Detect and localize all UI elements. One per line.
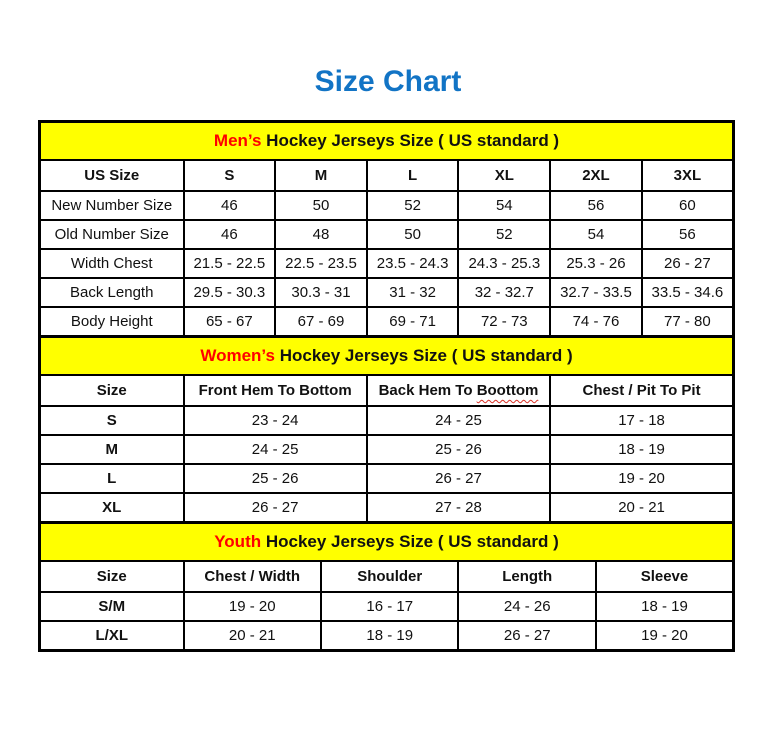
mens-column-header: L <box>367 160 459 191</box>
mens-row-label: Body Height <box>40 307 184 337</box>
womens-column-header <box>367 375 550 406</box>
womens-band-row <box>40 337 734 376</box>
mens-column-header: M <box>275 160 367 191</box>
mens-size-value-cell: 24.3 - 25.3 <box>458 249 550 278</box>
mens-size-value-cell: 29.5 - 30.3 <box>184 278 276 307</box>
youth-data-row <box>40 592 734 621</box>
youth-size-value-cell: 19 - 20 <box>596 621 734 651</box>
band-rest-text: Hockey Jerseys Size ( US standard ) <box>261 532 559 551</box>
womens-size-value-cell: 27 - 28 <box>367 493 550 523</box>
youth-header-row <box>40 561 734 592</box>
mens-size-value-cell: 74 - 76 <box>550 307 642 337</box>
youth-size-value-cell: 24 - 26 <box>458 592 595 621</box>
mens-size-value-cell: 26 - 27 <box>642 249 734 278</box>
mens-size-value-cell: 69 - 71 <box>367 307 459 337</box>
womens-row-label: S <box>40 406 184 435</box>
womens-data-row <box>40 464 734 493</box>
mens-size-value-cell: 25.3 - 26 <box>550 249 642 278</box>
youth-band-row <box>40 523 734 562</box>
womens-size-value-cell: 25 - 26 <box>184 464 367 493</box>
youth-column-header: Length <box>458 561 595 592</box>
youth-column-header: Shoulder <box>321 561 458 592</box>
mens-row-label: Back Length <box>40 278 184 307</box>
youth-band-title <box>40 523 734 562</box>
mens-size-value-cell: 32.7 - 33.5 <box>550 278 642 307</box>
mens-size-value-cell: 65 - 67 <box>184 307 276 337</box>
mens-size-value-cell: 67 - 69 <box>275 307 367 337</box>
page-title: Size Chart <box>314 65 462 98</box>
mens-size-value-cell: 30.3 - 31 <box>275 278 367 307</box>
mens-size-value-cell: 21.5 - 22.5 <box>184 249 276 278</box>
mens-column-header: S <box>184 160 276 191</box>
youth-row-label: L/XL <box>40 621 184 651</box>
youth-column-header: Chest / Width <box>184 561 321 592</box>
mens-row-label: New Number Size <box>40 191 184 220</box>
mens-size-value-cell: 54 <box>458 191 550 220</box>
mens-size-value-cell: 23.5 - 24.3 <box>367 249 459 278</box>
mens-data-row <box>40 249 734 278</box>
mens-band-row <box>40 122 734 161</box>
mens-column-header: 2XL <box>550 160 642 191</box>
youth-size-value-cell: 20 - 21 <box>184 621 321 651</box>
mens-size-value-cell: 60 <box>642 191 734 220</box>
mens-size-value-cell: 52 <box>458 220 550 249</box>
mens-column-header: XL <box>458 160 550 191</box>
size-chart-body <box>40 122 734 651</box>
youth-data-row <box>40 621 734 651</box>
mens-row-label: Old Number Size <box>40 220 184 249</box>
womens-row-label: M <box>40 435 184 464</box>
youth-size-value-cell: 26 - 27 <box>458 621 595 651</box>
band-highlight-text: Women’s <box>200 346 275 365</box>
womens-column-header: Chest / Pit To Pit <box>550 375 733 406</box>
column-header-text: Back Hem To <box>378 382 477 399</box>
womens-data-row <box>40 493 734 523</box>
mens-size-value-cell: 31 - 32 <box>367 278 459 307</box>
womens-data-row <box>40 406 734 435</box>
size-chart-table <box>38 120 735 652</box>
mens-size-value-cell: 50 <box>367 220 459 249</box>
youth-row-label: S/M <box>40 592 184 621</box>
mens-data-row <box>40 191 734 220</box>
womens-row-label: L <box>40 464 184 493</box>
womens-size-value-cell: 20 - 21 <box>550 493 733 523</box>
womens-size-value-cell: 25 - 26 <box>367 435 550 464</box>
mens-size-value-cell: 50 <box>275 191 367 220</box>
womens-size-value-cell: 26 - 27 <box>367 464 550 493</box>
womens-row-label: XL <box>40 493 184 523</box>
womens-size-value-cell: 24 - 25 <box>367 406 550 435</box>
womens-size-value-cell: 23 - 24 <box>184 406 367 435</box>
mens-row-label-header: US Size <box>40 160 184 191</box>
mens-size-value-cell: 33.5 - 34.6 <box>642 278 734 307</box>
youth-size-value-cell: 16 - 17 <box>321 592 458 621</box>
mens-data-row <box>40 278 734 307</box>
mens-size-value-cell: 46 <box>184 220 276 249</box>
mens-size-value-cell: 56 <box>642 220 734 249</box>
misspelled-word: Boottom <box>476 382 539 399</box>
womens-column-header: Front Hem To Bottom <box>184 375 367 406</box>
band-highlight-text: Men’s <box>213 131 262 150</box>
mens-data-row <box>40 307 734 337</box>
mens-size-value-cell: 52 <box>367 191 459 220</box>
mens-size-value-cell: 54 <box>550 220 642 249</box>
mens-size-value-cell: 72 - 73 <box>458 307 550 337</box>
womens-size-value-cell: 17 - 18 <box>550 406 733 435</box>
womens-size-value-cell: 26 - 27 <box>184 493 367 523</box>
youth-size-value-cell: 18 - 19 <box>596 592 734 621</box>
mens-column-header: 3XL <box>642 160 734 191</box>
band-rest-text: Hockey Jerseys Size ( US standard ) <box>261 131 560 150</box>
band-highlight-text: Youth <box>214 532 262 551</box>
mens-band-title <box>40 122 734 161</box>
womens-data-row <box>40 435 734 464</box>
youth-size-value-cell: 19 - 20 <box>184 592 321 621</box>
mens-header-row <box>40 160 734 191</box>
youth-size-value-cell: 18 - 19 <box>321 621 458 651</box>
band-rest-text: Hockey Jerseys Size ( US standard ) <box>274 346 573 365</box>
womens-band-title <box>40 337 734 376</box>
mens-size-value-cell: 77 - 80 <box>642 307 734 337</box>
mens-size-value-cell: 48 <box>275 220 367 249</box>
youth-column-header: Sleeve <box>596 561 734 592</box>
mens-data-row <box>40 220 734 249</box>
womens-size-value-cell: 18 - 19 <box>550 435 733 464</box>
womens-size-value-cell: 19 - 20 <box>550 464 733 493</box>
womens-header-row <box>40 375 734 406</box>
mens-size-value-cell: 56 <box>550 191 642 220</box>
mens-size-value-cell: 46 <box>184 191 276 220</box>
mens-row-label: Width Chest <box>40 249 184 278</box>
womens-row-label-header: Size <box>40 375 184 406</box>
youth-row-label-header: Size <box>40 561 184 592</box>
mens-size-value-cell: 32 - 32.7 <box>458 278 550 307</box>
womens-size-value-cell: 24 - 25 <box>184 435 367 464</box>
mens-size-value-cell: 22.5 - 23.5 <box>275 249 367 278</box>
